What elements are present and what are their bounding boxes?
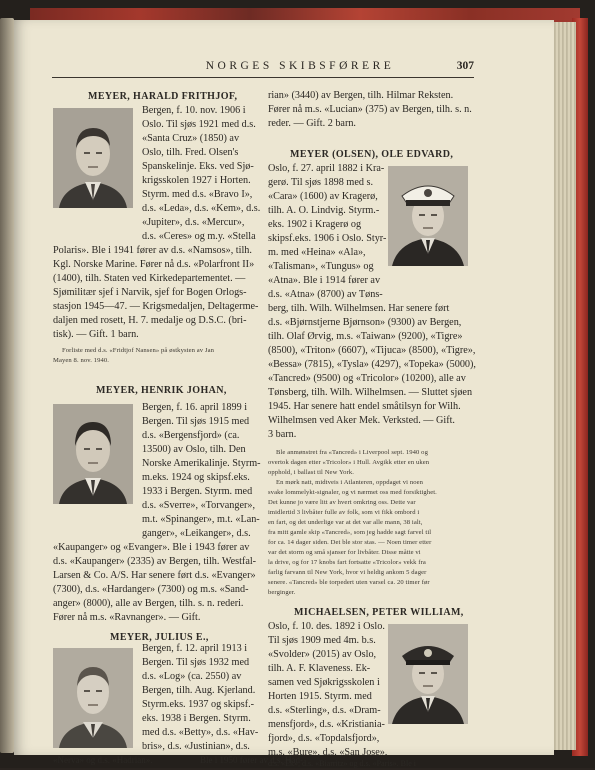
text-line: «Bessa» (7815), «Tysla» (4297), «Topeka» (5000), [268, 359, 476, 370]
text-line: Bergen, f. 16. april 1899 i [142, 402, 248, 413]
text-line: tilh. A. F. Klaveness. Ek- [268, 663, 371, 674]
text-line: eks. 1938 i Bergen. Styrm. [142, 713, 251, 724]
text-line: ganger», «Leikanger», d.s. [142, 528, 251, 539]
text-line: Fører nå m.s. «Ravnanger». — Gift. [53, 612, 201, 623]
note-line: overtok dagen etter «Tricolor» i Hull. Avgikk etter en uken [268, 459, 430, 466]
running-header: NORGES SKIBSFØRERE [205, 60, 395, 72]
text-line: Bergen. Til sjøs 1915 med [142, 416, 250, 427]
text-line: m. med «Heina» «Ala», [268, 247, 366, 258]
text-line: d.s. «Log» (ca. 2550) av [142, 671, 242, 682]
portrait-ole-meyer-olsen [388, 166, 468, 266]
note-line: En mørk natt, midtveis i Atlanteren, oppdaget vi noen [276, 479, 424, 486]
text-line: «Nerva» og d.s. «Hadrian». [53, 755, 153, 765]
header-rule [52, 77, 474, 78]
text-line: Sjømilitær sjef i Narvik, sjef for Bogen Orlogs- [53, 287, 247, 298]
note-line: berginger. [268, 589, 296, 596]
text-line: Oslo. Til sjøs 1921 med d.s. [142, 119, 256, 130]
text-line: Norske Amerikalinje. Styrm- [142, 458, 261, 469]
text-line: «Jupiter», d.s. «Mercur», [142, 217, 245, 228]
text-line: anger» (8000), alle av Bergen, tilh. s. n. rederi. [53, 598, 244, 609]
entry-name-henrik-meyer: MEYER, HENRIK JOHAN, [96, 385, 227, 396]
text-line: (1400), tilh. Staten ved Kirkedepartementet. — [53, 273, 246, 284]
text-line: d.s. «Sverre», «Torvanger», [142, 500, 256, 511]
text-line: d.s. «Ceres» og m.y. «Stella [142, 231, 256, 242]
text-line: Oslo, tilh. Fred. Olsen's [142, 147, 239, 158]
photo-caption: Forliste med d.s. «Fridtjof Nansen» på østkysten av Jan [62, 347, 215, 354]
note-line: var det storm og små sjanser for livbåter. Disse måtte vi [268, 549, 421, 556]
text-line: reder. — Gift. 2 barn. [268, 118, 356, 129]
book-spine-edge [0, 18, 14, 753]
text-line: samen ved Sjøkrigsskolen i [268, 677, 380, 688]
note-line: en fart, og det underlige var at det var alle mann, 38 ialt, [268, 519, 423, 526]
text-line: m.eks. 1924 og skipsf.eks. [142, 472, 250, 483]
note-line: for ca. 14 dager siden. Det ble stor stas. — Noen timer etter [268, 539, 432, 546]
text-line: «Kaupanger» og «Evanger». Ble i 1943 fører av [53, 542, 250, 553]
portrait-henrik-meyer [53, 404, 133, 504]
text-line: «Tancred» (9500) og «Tricolor» (10200), alle av [268, 373, 466, 384]
text-line: Spanskelinje. Eks. ved Sjø- [142, 161, 254, 172]
note-line: Det kunne jo være litt av hvert omkring oss. Dette var [268, 499, 416, 506]
text-line: berg, tilh. Wilh. Wilhelmsen. Har senere ført [268, 303, 450, 314]
text-line: bris», d.s. «Justinian», d.s. [142, 741, 250, 752]
entry-name-julius-meyer: MEYER, JULIUS E., [110, 632, 209, 643]
text-line: Horten 1915. Styrm. med [268, 691, 372, 702]
text-line: Polaris». Ble i 1941 fører av d.s. «Namsos», tilh. [53, 245, 252, 256]
text-line: d.s. «Sterling», d.s. «Dram- [268, 705, 381, 716]
note-line: imidlertid 3 livbåter fulle av folk, som vi fikk ombord i [268, 509, 420, 516]
text-line: Tønsberg, tilh. Wilh. Wilhelmsen. — Sluttet sjøen [268, 387, 473, 398]
text-line: Ble i 1950 fører av d.s. Had- [200, 755, 303, 765]
photo-caption: Mayen 8. nov. 1940. [53, 357, 110, 364]
portrait-julius-meyer [53, 648, 133, 748]
text-line: Bergen, tilh. Aug. Kjerland. [142, 685, 256, 696]
note-line: Ble anmønstret fra «Tancred» i Liverpool sept. 1940 og [276, 449, 428, 456]
note-line: farlig farvann til New York, hvor vi heldig ankom 5 dager [268, 569, 427, 576]
text-line: «Talisman», «Tungus» og [268, 261, 374, 272]
text-line: Oslo, f. 10. des. 1892 i Oslo. [268, 621, 385, 632]
note-line: la drive, og for 17 knobs fart fortsatte «Tricolor» vekk fra [268, 559, 426, 566]
text-line: skipsf.eks. 1906 i Oslo. Styr- [268, 233, 387, 244]
text-line: Kgl. Norske Marine. Fører nå d.s. «Polarfront II» [53, 259, 255, 270]
text-line: fjord», d.s. «Topdalsfjord», [268, 733, 380, 744]
portrait-harald-meyer [53, 108, 133, 208]
text-line: d.s. «Atna» (8700) av Tøns- [268, 289, 383, 300]
text-line: m.t. «Spinanger», m.t. «Lan- [142, 514, 260, 525]
text-line: 13500) av Oslo, tilh. Den [142, 444, 246, 455]
text-line: «Cara» (1600) av Kragerø, [268, 191, 378, 202]
page-number: 307 [456, 60, 474, 72]
text-line: m.s. «Bure», d.s. «San Jose», [268, 747, 388, 758]
text-line: d.s. «Bjørnstjerne Bjørnson» (9300) av Bergen, [268, 317, 462, 328]
text-line: Til sjøs 1909 med 4m. b.s. [268, 635, 376, 646]
note-line: svake lommelykt-signaler, og vi nærmet oss med forsiktighet. [268, 489, 437, 496]
text-line: Styrm. med d.s. «Bravo I», [142, 189, 253, 200]
text-line: krigsskolen 1927 i Horten. [142, 175, 251, 186]
text-line: tilh. Olaf Ørvig, m.s. «Taiwan» (9200), «Tigre» [268, 331, 463, 342]
text-line: (8500), «Triton» (6607), «Tijuca» (8500), «Tigre», [268, 345, 476, 356]
text-line: «Svolder» (2015) av Oslo, [268, 649, 377, 660]
text-line: 1933 i Bergen. Styrm. med [142, 486, 253, 497]
text-line: Styrm.eks. 1937 og skipsf.- [142, 699, 255, 710]
note-line: opphold, i ballast til New York. [268, 469, 354, 476]
text-line: tisk). — Gift. 1 barn. [53, 329, 139, 340]
text-line: 1945. Har senere hatt endel småtilsyn for Wilh. [268, 401, 461, 412]
portrait-peter-michaelsen [388, 624, 468, 724]
text-line: daljen med rosett, H. 7. medalje og D.S.C. (bri- [53, 315, 247, 326]
text-line: stasjon 1945—47. — Krigsmedaljen, Deltagerme- [53, 301, 259, 312]
text-line: Fører nå m.s. «Lucian» (375) av Bergen, tilh. s. n. [268, 104, 472, 115]
text-line: Larsen & Co. A/S. Har senere ført d.s. «Evanger» [53, 570, 256, 581]
text-line: Bergen, f. 12. april 1913 i [142, 643, 248, 654]
text-line: d.s. «Leda», d.s. «Kem», d.s. [142, 203, 261, 214]
page-stack-edges [552, 22, 576, 750]
text-line: mensfjord», d.s. «Kristiania- [268, 719, 385, 730]
entry-name-harald-meyer: MEYER, HARALD FRITHJOF, [88, 91, 238, 102]
text-line: Bergen. Til sjøs 1932 med [142, 657, 250, 668]
entry-name-ole-meyer-olsen: MEYER (OLSEN), OLE EDVARD, [290, 149, 454, 160]
text-line: gerø. Til sjøs 1898 med s. [268, 177, 374, 188]
text-line: «Santa Cruz» (1850) av [142, 133, 240, 144]
text-line: tilh. A. O. Lindvig. Styrm.- [268, 205, 380, 216]
entry-name-peter-michaelsen: MICHAELSEN, PETER WILLIAM, [294, 607, 464, 618]
text-line: 3 barn. [268, 429, 297, 440]
text-line: rian» (3440) av Bergen, tilh. Hilmar Reksten. [268, 90, 454, 101]
text-line: Oslo, f. 27. april 1882 i Kra- [268, 163, 385, 174]
note-line: senere. «Tancred» ble torpedert uten varsel ca. 20 timer før [268, 579, 430, 586]
text-line: Wilhelmsen ved Aker Mek. Verksted. — Gift. [268, 415, 455, 426]
text-line: Bergen, f. 10. nov. 1906 i [142, 105, 246, 116]
text-line: med d.s. «Betty», d.s. «Hav- [142, 727, 259, 738]
text-line: d.s. «Ek», d.s. «Biarritz» og d.s. «Paris». Ble i [268, 759, 416, 768]
note-line: fra mitt gamle skip «Tancred», som jeg hadde sagt farvel til [268, 529, 432, 536]
text-line: eks. 1902 i Kragerø og [268, 219, 362, 230]
text-line: (7300), d.s. «Hardanger» (7300) og m.s. «Sand- [53, 584, 249, 595]
text-line: d.s. «Bergensfjord» (ca. [142, 430, 240, 441]
text-line: d.s. «Kaupanger» (2335) av Bergen, tilh. Westfal- [53, 556, 257, 567]
text-line: «Atna». Ble i 1914 fører av [268, 275, 381, 286]
